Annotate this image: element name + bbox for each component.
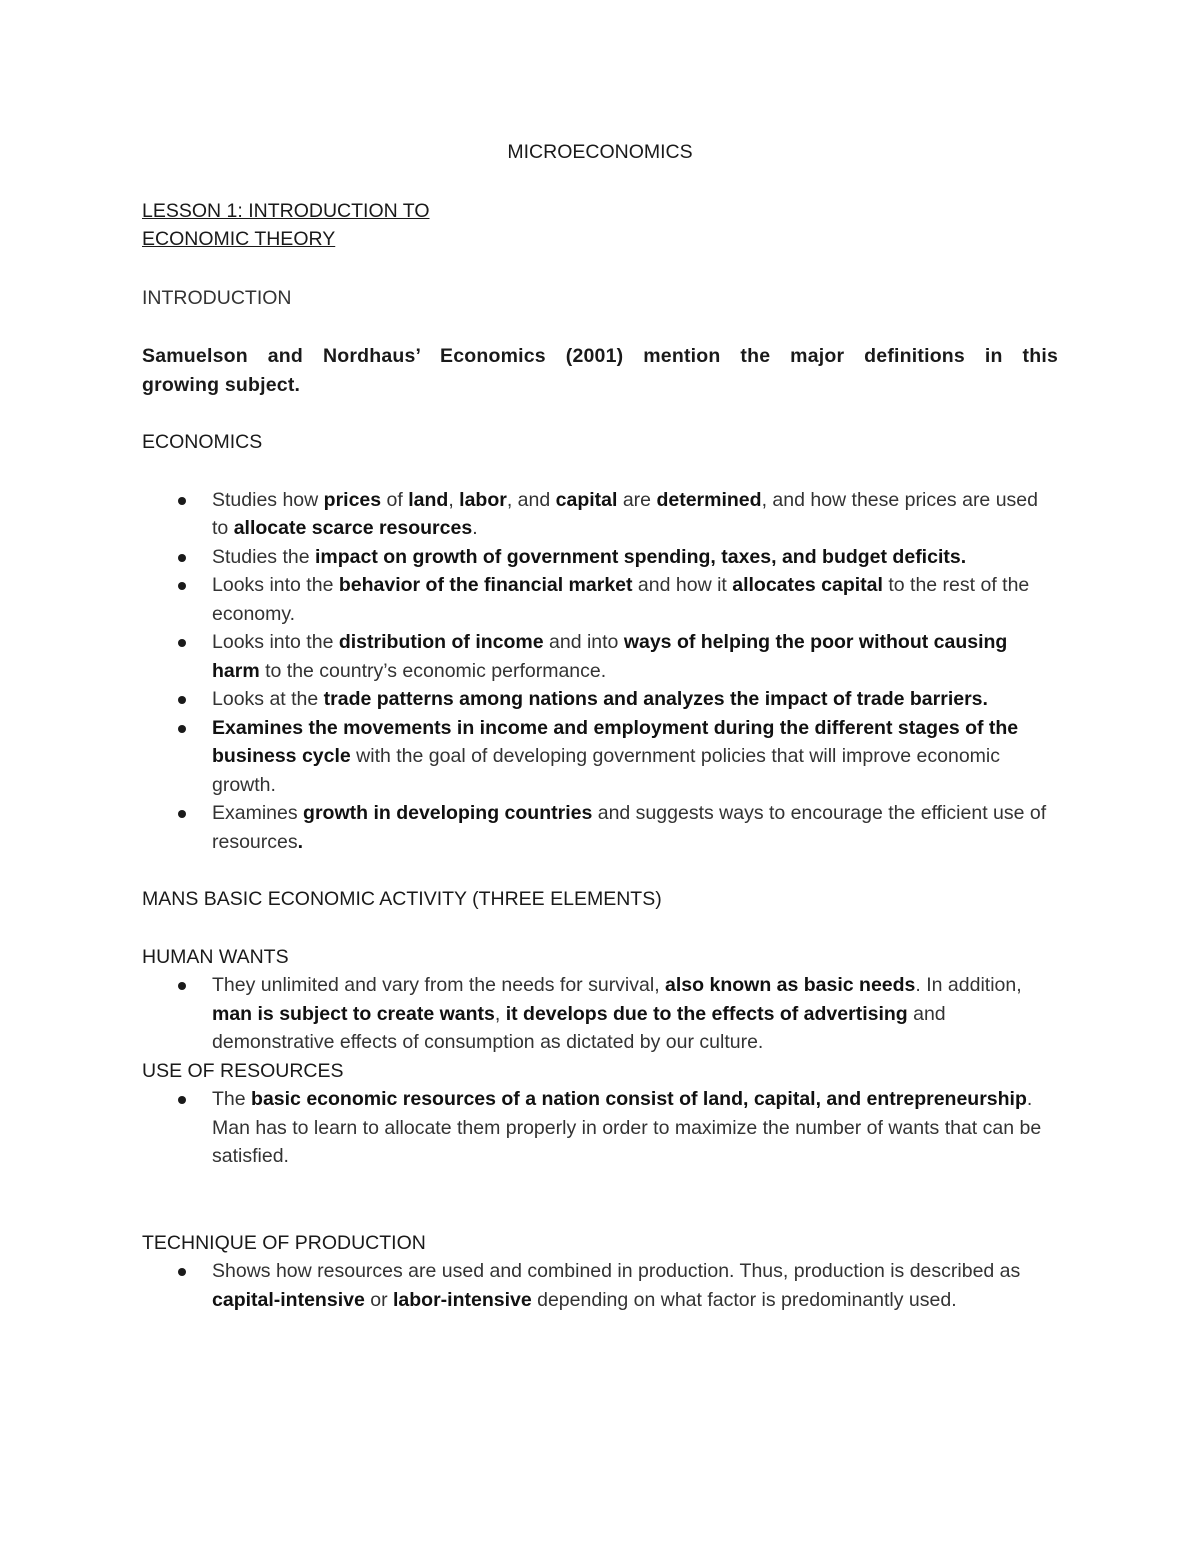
technique-of-production-heading: TECHNIQUE OF PRODUCTION: [142, 1231, 426, 1254]
lesson-heading-line-2: ECONOMIC THEORY: [142, 228, 336, 250]
lead-line-2: growing subject.: [142, 373, 301, 396]
bullet-icon: [178, 696, 186, 704]
economics-bullet-list: [142, 486, 1058, 857]
technique-bullet-list: [142, 1257, 1058, 1314]
list-item: They unlimited and vary from the needs for survival, also known as basic needs. In addition, man is subject to create wants, it develops due to the effects of advertising and demonstrative effects of consumption as dictated by our culture.: [142, 971, 1058, 1057]
list-item: Studies how prices of land, labor, and capital are determined, and how these prices are used to allocate scarce resources.: [142, 486, 1058, 543]
list-item: Looks into the behavior of the financial market and how it allocates capital to the rest of the economy.: [142, 571, 1058, 628]
human-wants-heading: HUMAN WANTS: [142, 945, 289, 968]
lesson-heading: [142, 197, 1058, 254]
human-wants-bullet-list: [142, 971, 1058, 1057]
bullet-icon: [178, 810, 186, 818]
bullet-icon: [178, 725, 186, 733]
bullet-icon: [178, 982, 186, 990]
bullet-icon: [178, 1268, 186, 1276]
lead-line-1: Samuelson and Nordhaus’ Economics (2001) mention the major definitions in this: [142, 345, 1058, 367]
list-item: The basic economic resources of a nation consist of land, capital, and entrepreneurship. Man has to learn to allocate them properly in order to maximize the number of wants that can be satisfied.: [142, 1085, 1058, 1171]
list-item: Looks at the trade patterns among nations and analyzes the impact of trade barriers.: [142, 685, 1058, 714]
list-item: Looks into the distribution of income and into ways of helping the poor without causing harm to the country’s economic performance.: [142, 628, 1058, 685]
use-of-resources-heading: USE OF RESOURCES: [142, 1059, 344, 1082]
bullet-icon: [178, 554, 186, 562]
list-item: Shows how resources are used and combined in production. Thus, production is described as capital-intensive or labor-intensive depending on what factor is predominantly used.: [142, 1257, 1058, 1314]
document-page: [142, 138, 1058, 1314]
document-title: MICROECONOMICS: [507, 141, 693, 163]
lead-paragraph: [142, 342, 1058, 399]
resources-bullet-list: [142, 1085, 1058, 1171]
list-item: Examines the movements in income and employment during the different stages of the business cycle with the goal of developing government policies that will improve economic growth.: [142, 714, 1058, 800]
bullet-icon: [178, 639, 186, 647]
bullet-icon: [178, 1096, 186, 1104]
bullet-icon: [178, 582, 186, 590]
introduction-label: INTRODUCTION: [142, 286, 292, 309]
mans-basic-activity-heading: MANS BASIC ECONOMIC ACTIVITY (THREE ELEMENTS): [142, 888, 662, 910]
list-item: Examines growth in developing countries and suggests ways to encourage the efficient use of resources.: [142, 799, 1058, 856]
economics-heading: ECONOMICS: [142, 431, 263, 453]
lesson-heading-line-1: LESSON 1: INTRODUCTION TO: [142, 199, 430, 222]
list-item: Studies the impact on growth of government spending, taxes, and budget deficits.: [142, 543, 1058, 572]
bullet-icon: [178, 497, 186, 505]
